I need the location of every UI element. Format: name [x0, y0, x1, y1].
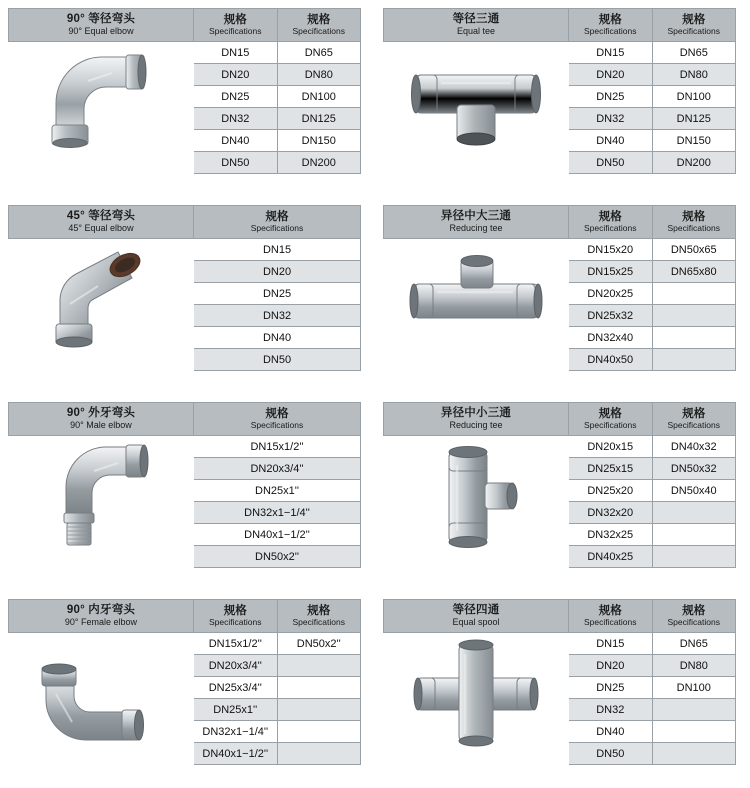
spec-value: DN20 [569, 64, 653, 86]
spec-header [569, 8, 653, 42]
cross-icon [401, 638, 551, 748]
spec-value: DN20 [569, 655, 653, 677]
reducing-tee-small-icon [401, 441, 551, 551]
spec-value: DN50x32 [653, 458, 737, 480]
spec-value: DN15 [569, 42, 653, 64]
spec-table [569, 8, 736, 174]
spec-value [278, 743, 362, 765]
female-elbow-icon [26, 638, 176, 748]
spec-column-1 [569, 8, 653, 174]
fitting-cell-equal-tee [375, 0, 750, 197]
spec-value: DN50 [194, 349, 361, 371]
spec-value [653, 305, 737, 327]
image-column [383, 8, 569, 162]
spec-value: DN50x40 [653, 480, 737, 502]
spec-header-cn: 规格 [307, 604, 331, 617]
spec-table [569, 402, 736, 568]
fitting-image [8, 436, 194, 556]
spec-column-1 [569, 599, 653, 765]
spec-value [278, 721, 362, 743]
fitting-title [8, 402, 194, 436]
spec-value: DN32 [569, 699, 653, 721]
fitting-image [8, 633, 194, 753]
title-en: Reducing tee [449, 223, 503, 234]
spec-value: DN32x1−1/4'' [194, 502, 361, 524]
spec-value: DN150 [653, 130, 737, 152]
spec-value: DN20 [194, 261, 361, 283]
fitting-title [8, 205, 194, 239]
spec-table [194, 8, 361, 174]
spec-column-2 [278, 599, 362, 765]
spec-column-1 [569, 402, 653, 568]
title-cn: 90° 外牙弯头 [66, 407, 136, 420]
title-en: Reducing tee [449, 420, 503, 431]
spec-header-cn: 规格 [682, 407, 706, 420]
fitting-cell-male-elbow-90 [0, 394, 375, 591]
spec-header [194, 599, 278, 633]
spec-header-en: Specifications [250, 419, 304, 430]
spec-header-cn: 规格 [265, 407, 289, 420]
spec-value: DN50 [569, 152, 653, 174]
image-column [383, 205, 569, 359]
spec-header-en: Specifications [209, 25, 262, 36]
fitting-title [8, 8, 194, 42]
spec-value: DN200 [653, 152, 737, 174]
spec-header-en: Specifications [584, 616, 637, 627]
image-column [8, 599, 194, 753]
spec-header-en: Specifications [584, 419, 637, 430]
spec-value: DN50x65 [653, 239, 737, 261]
spec-value: DN32 [194, 305, 361, 327]
spec-value: DN100 [653, 86, 737, 108]
spec-header [194, 8, 278, 42]
spec-header [569, 402, 653, 436]
spec-header-en: Specifications [292, 616, 345, 627]
spec-value [653, 502, 737, 524]
spec-value: DN25x3/4'' [194, 677, 278, 699]
title-en: Equal tee [456, 26, 496, 37]
fitting-cell-equal-elbow-90 [0, 0, 375, 197]
spec-header [569, 205, 653, 239]
fitting-image [383, 633, 569, 753]
spec-header [653, 599, 737, 633]
spec-column-1 [569, 205, 653, 371]
spec-value: DN65 [653, 633, 737, 655]
fitting-cell-equal-spool [375, 591, 750, 788]
title-en: Equal spool [452, 617, 500, 628]
spec-value: DN25 [569, 86, 653, 108]
spec-value: DN125 [278, 108, 362, 130]
image-column [383, 402, 569, 556]
spec-header [653, 402, 737, 436]
spec-table [569, 205, 736, 371]
spec-value: DN15x25 [569, 261, 653, 283]
spec-value: DN25x20 [569, 480, 653, 502]
title-cn: 90° 内牙弯头 [66, 604, 136, 617]
spec-value: DN40 [194, 130, 278, 152]
spec-value: DN40x25 [569, 546, 653, 568]
spec-value: DN80 [653, 655, 737, 677]
spec-header-en: Specifications [584, 222, 637, 233]
spec-value: DN15 [194, 239, 361, 261]
fitting-title [383, 402, 569, 436]
fitting-image [8, 42, 194, 162]
spec-header-cn: 规格 [307, 13, 331, 26]
spec-value: DN40 [569, 721, 653, 743]
spec-header [278, 599, 362, 633]
spec-value [653, 524, 737, 546]
spec-header-cn: 规格 [682, 210, 706, 223]
spec-value [653, 349, 737, 371]
spec-value: DN25 [194, 86, 278, 108]
spec-header [569, 599, 653, 633]
spec-value: DN40 [569, 130, 653, 152]
spec-value: DN25x32 [569, 305, 653, 327]
male-elbow-icon [26, 441, 176, 551]
elbow-45-icon [26, 244, 176, 354]
spec-value: DN40 [194, 327, 361, 349]
spec-column-2 [653, 599, 737, 765]
spec-value: DN100 [653, 677, 737, 699]
spec-header-en: Specifications [209, 616, 262, 627]
title-en: 45° Equal elbow [68, 223, 134, 234]
spec-value: DN32x1−1/4'' [194, 721, 278, 743]
spec-value [653, 327, 737, 349]
spec-value: DN25 [569, 677, 653, 699]
spec-header [194, 205, 361, 239]
spec-value: DN65x80 [653, 261, 737, 283]
spec-value [653, 546, 737, 568]
fitting-image [8, 239, 194, 359]
spec-value [653, 743, 737, 765]
spec-table [194, 205, 361, 371]
spec-value: DN50 [194, 152, 278, 174]
spec-header-cn: 规格 [223, 604, 247, 617]
fitting-cell-female-elbow-90 [0, 591, 375, 788]
fitting-image [383, 239, 569, 359]
spec-header-cn: 规格 [682, 13, 706, 26]
spec-value: DN20x25 [569, 283, 653, 305]
fitting-title [383, 599, 569, 633]
spec-header [194, 402, 361, 436]
spec-value: DN50x2'' [278, 633, 362, 655]
spec-value: DN20x3/4'' [194, 655, 278, 677]
spec-value: DN15 [194, 42, 278, 64]
spec-value: DN50 [569, 743, 653, 765]
spec-value [278, 699, 362, 721]
spec-value: DN15x20 [569, 239, 653, 261]
spec-value: DN50x2'' [194, 546, 361, 568]
spec-header-cn: 规格 [598, 407, 622, 420]
spec-header [653, 205, 737, 239]
spec-value [278, 677, 362, 699]
title-cn: 45° 等径弯头 [66, 210, 136, 223]
spec-value: DN80 [278, 64, 362, 86]
spec-column-1 [194, 599, 278, 765]
spec-value: DN32x20 [569, 502, 653, 524]
reducing-tee-large-icon [401, 244, 551, 354]
spec-header-en: Specifications [250, 222, 304, 233]
spec-header-en: Specifications [584, 25, 637, 36]
image-column [8, 402, 194, 556]
spec-header-cn: 规格 [682, 604, 706, 617]
fitting-image [383, 42, 569, 162]
spec-value: DN15x1/2'' [194, 436, 361, 458]
spec-value [653, 283, 737, 305]
title-cn: 异径中小三通 [440, 407, 512, 420]
title-cn: 等径四通 [452, 604, 500, 617]
image-column [383, 599, 569, 753]
fitting-cell-equal-elbow-45 [0, 197, 375, 394]
spec-header-en: Specifications [667, 25, 720, 36]
fitting-title [8, 599, 194, 633]
spec-table [194, 599, 361, 765]
spec-value: DN125 [653, 108, 737, 130]
title-cn: 90° 等径弯头 [66, 13, 136, 26]
spec-value: DN80 [653, 64, 737, 86]
spec-value: DN40x50 [569, 349, 653, 371]
spec-value: DN20 [194, 64, 278, 86]
spec-header-cn: 规格 [598, 210, 622, 223]
spec-header [653, 8, 737, 42]
spec-value: DN25x15 [569, 458, 653, 480]
spec-header [278, 8, 362, 42]
spec-header-cn: 规格 [598, 13, 622, 26]
spec-header-cn: 规格 [223, 13, 247, 26]
spec-column-2 [653, 402, 737, 568]
spec-header-cn: 规格 [265, 210, 289, 223]
spec-value: DN32x40 [569, 327, 653, 349]
spec-value: DN32 [569, 108, 653, 130]
title-en: 90° Female elbow [64, 617, 138, 628]
spec-value: DN65 [278, 42, 362, 64]
spec-column-1 [194, 8, 278, 174]
image-column [8, 8, 194, 162]
spec-column-1 [194, 205, 361, 371]
spec-column-2 [653, 205, 737, 371]
spec-value [653, 699, 737, 721]
spec-value: DN32 [194, 108, 278, 130]
title-cn: 异径中大三通 [440, 210, 512, 223]
spec-value: DN100 [278, 86, 362, 108]
fitting-cell-reducing-tee-large [375, 197, 750, 394]
spec-value: DN200 [278, 152, 362, 174]
title-cn: 等径三通 [452, 13, 500, 26]
spec-value: DN20x3/4'' [194, 458, 361, 480]
spec-value: DN32x25 [569, 524, 653, 546]
title-en: 90° Male elbow [70, 420, 132, 431]
spec-value [278, 655, 362, 677]
spec-value: DN25 [194, 283, 361, 305]
spec-table [569, 599, 736, 765]
spec-value: DN25x1'' [194, 699, 278, 721]
fitting-image [383, 436, 569, 556]
spec-value [653, 721, 737, 743]
fitting-cell-reducing-tee-small [375, 394, 750, 591]
spec-column-2 [653, 8, 737, 174]
spec-value: DN40x1−1/2'' [194, 743, 278, 765]
spec-header-en: Specifications [667, 419, 720, 430]
tee-icon [401, 47, 551, 157]
spec-value: DN20x15 [569, 436, 653, 458]
spec-value: DN25x1'' [194, 480, 361, 502]
spec-value: DN150 [278, 130, 362, 152]
spec-header-cn: 规格 [598, 604, 622, 617]
spec-column-1 [194, 402, 361, 568]
spec-value: DN40x32 [653, 436, 737, 458]
spec-value: DN65 [653, 42, 737, 64]
spec-value: DN15x1/2'' [194, 633, 278, 655]
fitting-title [383, 205, 569, 239]
spec-column-2 [278, 8, 362, 174]
spec-header-en: Specifications [667, 616, 720, 627]
spec-header-en: Specifications [667, 222, 720, 233]
spec-value: DN15 [569, 633, 653, 655]
image-column [8, 205, 194, 359]
spec-header-en: Specifications [292, 25, 345, 36]
spec-table [194, 402, 361, 568]
title-en: 90° Equal elbow [68, 26, 134, 37]
spec-value: DN40x1−1/2'' [194, 524, 361, 546]
fitting-title [383, 8, 569, 42]
elbow-90-icon [26, 47, 176, 157]
